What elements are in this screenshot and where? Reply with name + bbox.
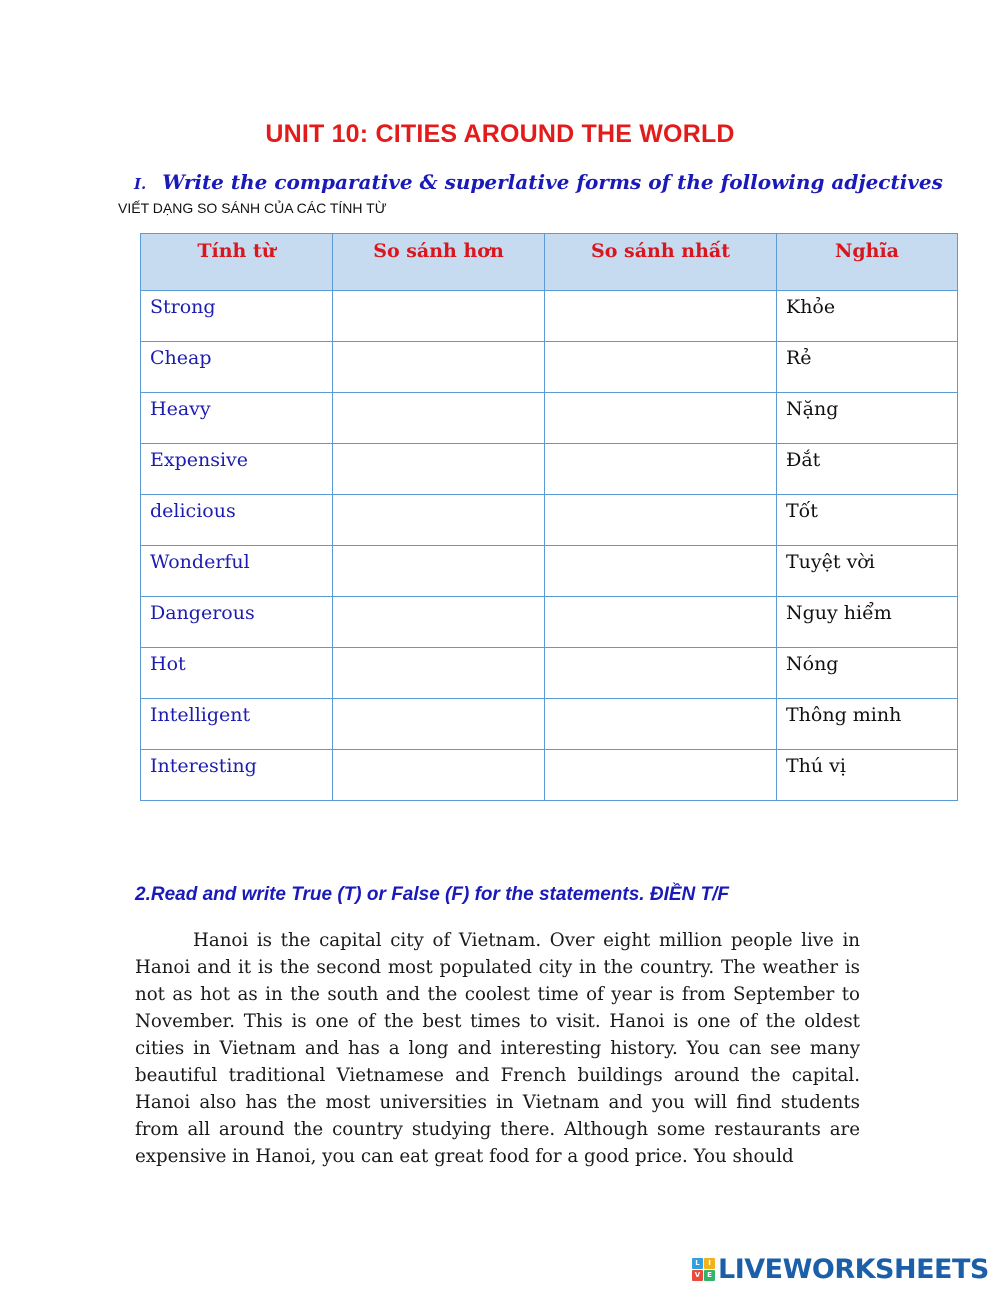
superlative-answer-cell[interactable] bbox=[545, 750, 777, 801]
adjectives-table bbox=[140, 233, 958, 801]
section-1-number: I. bbox=[134, 175, 147, 193]
meaning-cell: Nguy hiểm bbox=[777, 597, 958, 648]
table-row bbox=[141, 546, 958, 597]
comparative-answer-cell[interactable] bbox=[333, 444, 545, 495]
table-row bbox=[141, 291, 958, 342]
header-superlative: So sánh nhất bbox=[545, 234, 777, 291]
comparative-answer-cell[interactable] bbox=[333, 648, 545, 699]
comparative-answer-cell[interactable] bbox=[333, 597, 545, 648]
table-row bbox=[141, 444, 958, 495]
meaning-cell: Tuyệt vời bbox=[777, 546, 958, 597]
table-row bbox=[141, 393, 958, 444]
adjective-cell: Hot bbox=[141, 648, 333, 699]
logo-mark-tile: L bbox=[692, 1258, 703, 1269]
section-1-heading bbox=[134, 170, 943, 194]
comparative-answer-cell[interactable] bbox=[333, 546, 545, 597]
meaning-cell: Nặng bbox=[777, 393, 958, 444]
adjective-cell: Intelligent bbox=[141, 699, 333, 750]
meaning-cell: Khỏe bbox=[777, 291, 958, 342]
table-row bbox=[141, 648, 958, 699]
superlative-answer-cell[interactable] bbox=[545, 291, 777, 342]
table-header-row bbox=[141, 234, 958, 291]
comparative-answer-cell[interactable] bbox=[333, 495, 545, 546]
meaning-cell: Rẻ bbox=[777, 342, 958, 393]
table-row bbox=[141, 699, 958, 750]
logo-text: LIVEWORKSHEETS bbox=[718, 1253, 989, 1285]
logo-mark-icon bbox=[692, 1258, 715, 1281]
table-row bbox=[141, 495, 958, 546]
table-row bbox=[141, 750, 958, 801]
section-2-heading: 2.Read and write True (T) or False (F) for the statements. ĐIỀN T/F bbox=[135, 884, 730, 905]
meaning-cell: Tốt bbox=[777, 495, 958, 546]
section-1-subheading: VIẾT DẠNG SO SÁNH CỦA CÁC TÍNH TỪ bbox=[118, 200, 387, 216]
adjective-cell: Heavy bbox=[141, 393, 333, 444]
table-row bbox=[141, 342, 958, 393]
liveworksheets-logo bbox=[692, 1252, 989, 1286]
logo-mark-tile: E bbox=[704, 1270, 715, 1281]
meaning-cell: Đắt bbox=[777, 444, 958, 495]
comparative-answer-cell[interactable] bbox=[333, 750, 545, 801]
superlative-answer-cell[interactable] bbox=[545, 546, 777, 597]
header-adjective: Tính từ bbox=[141, 234, 333, 291]
adjective-cell: Wonderful bbox=[141, 546, 333, 597]
adjective-cell: Cheap bbox=[141, 342, 333, 393]
page-title: UNIT 10: CITIES AROUND THE WORLD bbox=[265, 120, 735, 148]
logo-mark-tile: V bbox=[692, 1270, 703, 1281]
adjective-cell: Strong bbox=[141, 291, 333, 342]
superlative-answer-cell[interactable] bbox=[545, 495, 777, 546]
logo-mark-tile: I bbox=[704, 1258, 715, 1269]
comparative-answer-cell[interactable] bbox=[333, 393, 545, 444]
adjective-cell: Dangerous bbox=[141, 597, 333, 648]
meaning-cell: Thú vị bbox=[777, 750, 958, 801]
superlative-answer-cell[interactable] bbox=[545, 699, 777, 750]
superlative-answer-cell[interactable] bbox=[545, 342, 777, 393]
adjective-cell: Interesting bbox=[141, 750, 333, 801]
comparative-answer-cell[interactable] bbox=[333, 291, 545, 342]
meaning-cell: Nóng bbox=[777, 648, 958, 699]
meaning-cell: Thông minh bbox=[777, 699, 958, 750]
superlative-answer-cell[interactable] bbox=[545, 444, 777, 495]
reading-passage: Hanoi is the capital city of Vietnam. Over eight million people live in Hanoi and it is the second most populated city in the country. The weather is not as hot as in the south and the coolest time of year is from September to November. This is one of the best times to visit. Hanoi is one of the oldest cities in Vietnam and has a long and interesting history. You can see many beautiful traditional Vietnamese and French buildings around the capital. Hanoi also has the most universities in Vietnam and you will find students from all around the country studying there. Although some restaurants are expensive in Hanoi, you can eat great food for a good price. You should bbox=[135, 930, 860, 1167]
superlative-answer-cell[interactable] bbox=[545, 393, 777, 444]
adjective-cell: delicious bbox=[141, 495, 333, 546]
superlative-answer-cell[interactable] bbox=[545, 648, 777, 699]
header-comparative: So sánh hơn bbox=[333, 234, 545, 291]
table-row bbox=[141, 597, 958, 648]
header-meaning: Nghĩa bbox=[777, 234, 958, 291]
superlative-answer-cell[interactable] bbox=[545, 597, 777, 648]
comparative-answer-cell[interactable] bbox=[333, 342, 545, 393]
section-1-heading-text: Write the comparative & superlative forms of the following adjectives bbox=[162, 170, 943, 194]
adjective-cell: Expensive bbox=[141, 444, 333, 495]
comparative-answer-cell[interactable] bbox=[333, 699, 545, 750]
